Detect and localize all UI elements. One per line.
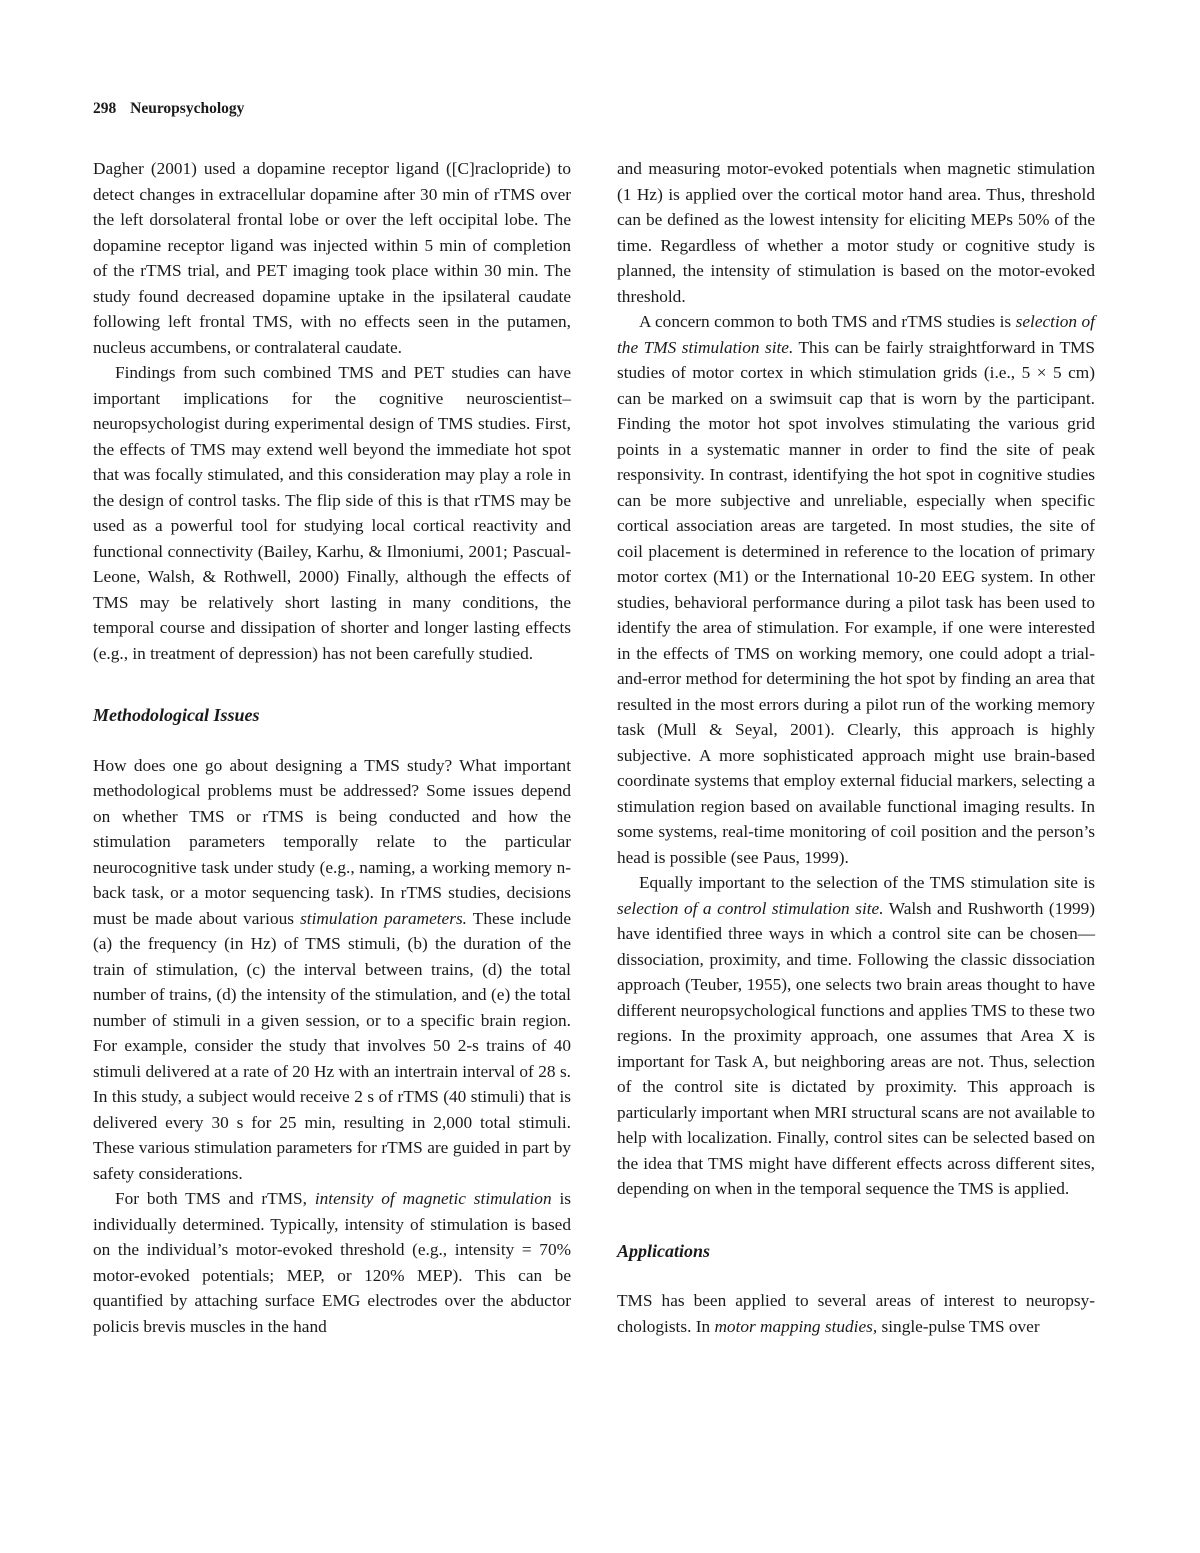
paragraph [93,753,571,1187]
text-run: is individually determined. Typically, intensity of stimulation is based on the individual’s motor-evoked threshold (e.g., intensity = 70% motor-evoked potentials; MEP, or 120% MEP). This can be quantified by attaching surface EMG electrodes over the abductor policis brevis muscles in the hand [93,1189,571,1336]
right-column [617,156,1095,1339]
paragraph [617,1288,1095,1339]
paragraph [617,309,1095,870]
left-column [93,156,571,1339]
emphasis: selection of the TMS stimulation site. [617,312,1095,357]
text-run: For both TMS and rTMS, [115,1189,315,1208]
page-number: 298 [93,100,117,117]
emphasis: selection of a control stimulation site. [617,898,884,918]
text-run: Equally important to the selection of the TMS stimulation site is [639,873,1095,892]
text-run: This can be fairly straightforward in TMS studies of motor cortex in which stimulation grids (i.e., 5 × 5 cm) can be marked on a swimsuit cap that is worn by the participant. Finding the motor hot spot involves stimulating the various grid points in a systematic manner in order to find the site of peak responsivity. In contrast, identifying the hot spot in cognitive studies can be more subjective and unreliable, especially when specific cortical association areas are targeted. In most studies, the site of coil placement is determined in reference to the location of primary motor cortex (M1) or the International 10-20 EEG system. In other studies, behavioral performance during a pilot task has been used to identify the area of stimulation. For example, if one were interested in the effects of TMS on working memory, one could adopt a trial-and-error method for determining the hot spot by finding an area that resulted in the most errors during a pilot run of the working memory task (Mull & Seyal, 2001). Clearly, this approach is highly subjective. A more sophisticated approach might use brain-based coordinate systems that employ external fiducial markers, selecting a stimulation region based on available functional imaging results. In some systems, real-time monitoring of coil position and the person’s head is possible (see Paus, 1999). [617,337,1096,867]
text-run: These include (a) the frequency (in Hz) of TMS stimuli, (b) the duration of the train of stimulation, (c) the interval between trains, (d) the total number of trains, (d) the intensity of the stimulation, and (e) the total number of stimuli in a given session, or to a specific brain region. For example, consider the study that involves 50 2-s trains of 40 stimuli delivered at a rate of 20 Hz with an intertrain interval of 28 s. In this study, a subject would receive 2 s of rTMS (40 stimuli) that is delivered every 30 s for 25 min, resulting in 2,000 total stimuli. These various stimulation parameters for rTMS are guided in part by safety considerations. [93,908,571,1183]
paragraph: Dagher (2001) used a dopamine receptor ligand ([C]raclopride) to detect changes in extracellular dopamine after 30 min of rTMS over the left dorsolateral frontal lobe or over the left occipital lobe. The dopamine receptor ligand was injected within 5 min of completion of the rTMS trial, and PET imaging took place within 30 min. The study found decreased dopamine uptake in the ipsilateral caudate following left frontal TMS, with no effects seen in the putamen, nucleus accumbens, or contralateral caudate. [93,159,571,357]
text-run: Walsh and Rushworth (1999) have identified three ways in which a control site can be chosen—dissociation, proximity, and time. Following the classic dissociation approach (Teuber, 1955), one selects two brain areas thought to have different neuropsychological functions and applies TMS to these two regions. In the proximity approach, one assumes that Area X is important for Task A, but neighboring areas are not. Thus, selection of the control site is dictated by proximity. This approach is particularly important when MRI structural scans are not available to help with localization. Finally, control sites can be selected based on the idea that TMS might have different effects across different sites, depending on when in the temporal sequence the TMS is applied. [617,898,1096,1198]
running-head [93,100,244,118]
text-run: single-pulse TMS over [877,1316,1040,1336]
paragraph: Findings from such combined TMS and PET studies can have important implications for the cognitive neuroscientist–neuropsychologist during experimental design of TMS studies. First, the effects of TMS may extend well beyond the immediate hot spot that was focally stimulated, and this consideration may play a role in the design of control tasks. The flip side of this is that rTMS may be used as a powerful tool for studying local cortical reactivity and functional connectivity (Bailey, Karhu, & Ilmoniumi, 2001; Pascual-Leone, Walsh, & Rothwell, 2000) Finally, although the effects of TMS may be relatively short lasting in many conditions, the temporal course and dissipation of shorter and longer lasting effects (e.g., in treatment of depression) has not been carefully studied. [93,363,571,663]
emphasis: intensity of magnetic stimulation [314,1189,552,1208]
paragraph [93,1186,571,1339]
section-heading: Applications [617,1240,711,1261]
paragraph [617,870,1095,1202]
text-run: A concern common to both TMS and rTMS studies is [639,312,1016,331]
text-run: TMS has been applied to several areas of interest to neuropsychologists. In [617,1291,1095,1336]
emphasis: motor mapping studies, [714,1316,878,1336]
section-heading: Methodological Issues [93,705,260,725]
running-title: Neuropsychology [130,100,245,117]
text-run: How does one go about designing a TMS study? What important methodological problems must be addressed? Some issues depend on whether TMS or rTMS is being conducted and how the stimulation parameters temporally relate to the particular neurocognitive task under study (e.g., naming, a working memory n-back task, or a motor sequencing task). In rTMS studies, decisions must be made about various [93,755,571,928]
emphasis: stimulation parameters. [300,908,467,928]
paragraph: and measuring motor-evoked potentials when magnetic stimulation (1 Hz) is applied over the cortical motor hand area. Thus, threshold can be defined as the lowest intensity for eliciting MEPs 50% of the time. Regardless of whether a motor study or cognitive study is planned, the intensity of stimulation is based on the motor-evoked threshold. [617,159,1095,306]
